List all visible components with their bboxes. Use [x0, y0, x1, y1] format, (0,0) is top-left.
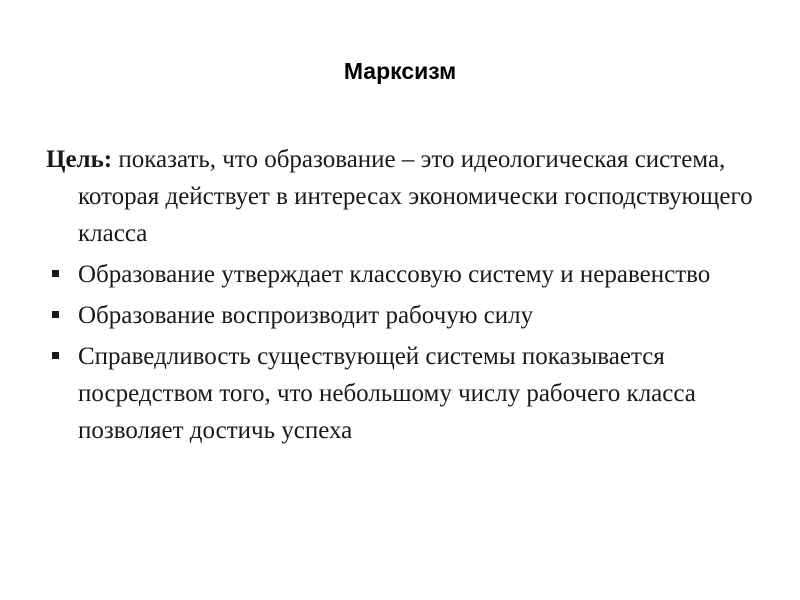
bullet-item	[46, 256, 766, 293]
bullet-text: Образование утверждает классовую систему и неравенство	[78, 261, 711, 288]
square-bullet-icon	[52, 352, 59, 359]
bullet-item	[46, 297, 766, 334]
bullet-text: Справедливость существующей системы показывается посредством того, что небольшому числу рабочего класса позволяет достичь успеха	[78, 343, 696, 444]
slide-body	[46, 141, 766, 453]
square-bullet-icon	[52, 311, 59, 318]
bullet-item	[46, 338, 766, 449]
goal-text: показать, что образование – это идеологическая система, которая действует в интересах экономически господствующего класса	[78, 146, 753, 247]
bullet-list	[46, 256, 766, 449]
goal-label: Цель:	[46, 146, 113, 173]
square-bullet-icon	[52, 270, 59, 277]
bullet-text: Образование воспроизводит рабочую силу	[78, 302, 534, 329]
goal-paragraph	[46, 141, 766, 252]
slide-title: Марксизм	[343, 58, 457, 84]
